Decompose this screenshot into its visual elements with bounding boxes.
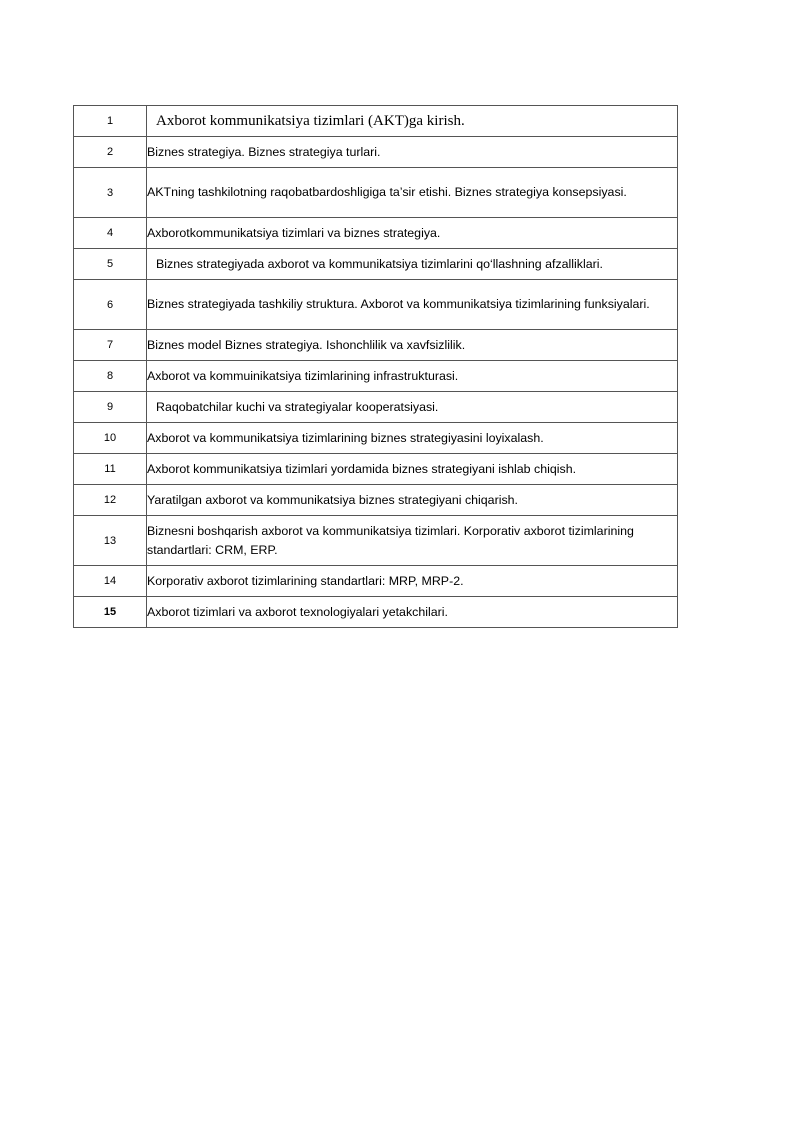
topic-title: Korporativ axborot tizimlarining standartlari: MRP, MRP-2. [147, 566, 678, 597]
table-row [74, 516, 678, 566]
table-row [74, 137, 678, 168]
table-row [74, 454, 678, 485]
topic-title: Biznesni boshqarish axborot va kommunikatsiya tizimlari. Korporativ axborot tizimlarining standartlari: CRM, ERP. [147, 516, 678, 566]
topic-number: 4 [74, 218, 147, 249]
table-row [74, 249, 678, 280]
topic-title: Axborot tizimlari va axborot texnologiyalari yetakchilari. [147, 597, 678, 628]
table-row [74, 423, 678, 454]
topic-title: Biznes strategiyada axborot va kommunikatsiya tizimlarini qo‘llashning afzalliklari. [147, 249, 678, 280]
topic-title: Biznes strategiyada tashkiliy struktura. Axborot va kommunikatsiya tizimlarining funksiyalari. [147, 280, 678, 330]
topic-number: 3 [74, 168, 147, 218]
topic-number: 14 [74, 566, 147, 597]
topic-title: Axborot va kommunikatsiya tizimlarining biznes strategiyasini loyixalash. [147, 423, 678, 454]
topic-title: Axborotkommunikatsiya tizimlari va biznes strategiya. [147, 218, 678, 249]
topic-number: 2 [74, 137, 147, 168]
topic-number: 8 [74, 361, 147, 392]
table-row [74, 361, 678, 392]
table-row [74, 330, 678, 361]
table-row [74, 106, 678, 137]
table-row [74, 218, 678, 249]
table-row [74, 168, 678, 218]
topic-title: Axborot kommunikatsiya tizimlari (AKT)ga kirish. [147, 106, 678, 137]
table-row [74, 280, 678, 330]
topic-number: 9 [74, 392, 147, 423]
topics-table [73, 105, 678, 628]
topic-number: 5 [74, 249, 147, 280]
topic-number: 15 [74, 597, 147, 628]
topic-title: Raqobatchilar kuchi va strategiyalar kooperatsiyasi. [147, 392, 678, 423]
topic-title: Yaratilgan axborot va kommunikatsiya biznes strategiyani chiqarish. [147, 485, 678, 516]
topic-title: Biznes strategiya. Biznes strategiya turlari. [147, 137, 678, 168]
topic-title: Biznes model Biznes strategiya. Ishonchlilik va xavfsizlilik. [147, 330, 678, 361]
topic-number: 11 [74, 454, 147, 485]
table-row [74, 566, 678, 597]
topic-title: AKTning tashkilotning raqobatbardoshligiga ta’sir etishi. Biznes strategiya konsepsiyasi. [147, 168, 678, 218]
table-row [74, 485, 678, 516]
topic-number: 12 [74, 485, 147, 516]
topic-number: 10 [74, 423, 147, 454]
table-row [74, 392, 678, 423]
topic-number: 13 [74, 516, 147, 566]
topic-number: 7 [74, 330, 147, 361]
topic-number: 1 [74, 106, 147, 137]
topic-number: 6 [74, 280, 147, 330]
topic-title: Axborot kommunikatsiya tizimlari yordamida biznes strategiyani ishlab chiqish. [147, 454, 678, 485]
topic-title: Axborot va kommuinikatsiya tizimlarining infrastrukturasi. [147, 361, 678, 392]
table-row [74, 597, 678, 628]
